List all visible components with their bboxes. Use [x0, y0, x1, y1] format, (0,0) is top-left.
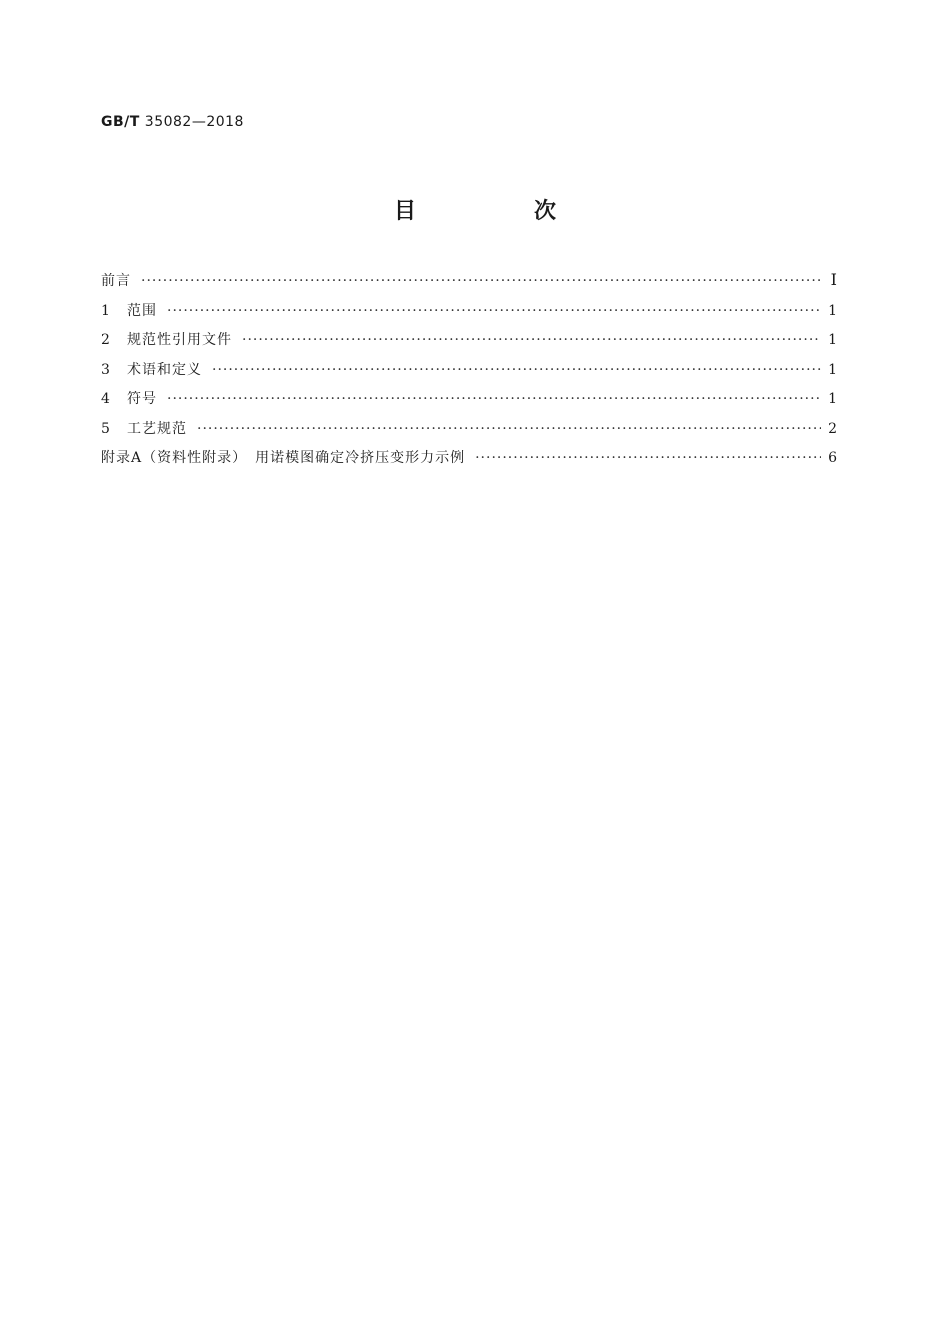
standard-code: GB/T	[101, 114, 140, 130]
toc-entry-normative-references[interactable]	[101, 329, 837, 359]
page-title: 目 次	[393, 199, 604, 224]
toc-leader-dots	[167, 391, 821, 407]
toc-entry-page: 6	[828, 450, 837, 466]
toc-entry-label: 规范性引用文件	[127, 332, 232, 348]
toc-entry-number: 1	[101, 302, 110, 319]
toc-entry-scope[interactable]	[101, 300, 837, 330]
toc-leader-dots	[475, 450, 821, 466]
toc-entry-label: 前言	[101, 273, 131, 289]
toc-entry-page: 1	[828, 302, 837, 319]
standard-number-header	[101, 114, 244, 130]
standard-number: 35082—2018	[144, 114, 244, 130]
toc-entry-label: 术语和定义	[127, 361, 202, 378]
toc-leader-dots	[242, 332, 821, 348]
toc-entry-label: 范围	[127, 302, 157, 319]
table-of-contents	[101, 270, 837, 477]
toc-entry-page: 1	[828, 391, 837, 407]
toc-leader-dots	[197, 421, 821, 437]
toc-entry-page: 2	[828, 420, 837, 437]
toc-entry-label: 附录A（资料性附录） 用诺模图确定冷挤压变形力示例	[101, 450, 466, 466]
toc-entry-label: 符号	[127, 391, 157, 407]
toc-entry-process-specification[interactable]	[101, 418, 837, 448]
toc-entry-number: 5	[101, 420, 110, 437]
toc-entry-number: 3	[101, 361, 110, 378]
toc-leader-dots	[167, 303, 821, 319]
toc-entry-symbols[interactable]	[101, 388, 837, 418]
toc-entry-page: 1	[828, 332, 837, 348]
toc-entry-label: 工艺规范	[127, 420, 187, 437]
toc-entry-foreword[interactable]	[101, 270, 837, 300]
toc-leader-dots	[212, 362, 821, 378]
toc-leader-dots	[141, 273, 821, 289]
toc-entry-number: 4	[101, 391, 110, 407]
toc-entry-page: 1	[828, 361, 837, 378]
toc-entry-number: 2	[101, 332, 110, 348]
toc-entry-page: Ⅰ	[830, 270, 837, 289]
toc-entry-terms-definitions[interactable]	[101, 359, 837, 389]
toc-entry-appendix-a[interactable]	[101, 447, 837, 477]
